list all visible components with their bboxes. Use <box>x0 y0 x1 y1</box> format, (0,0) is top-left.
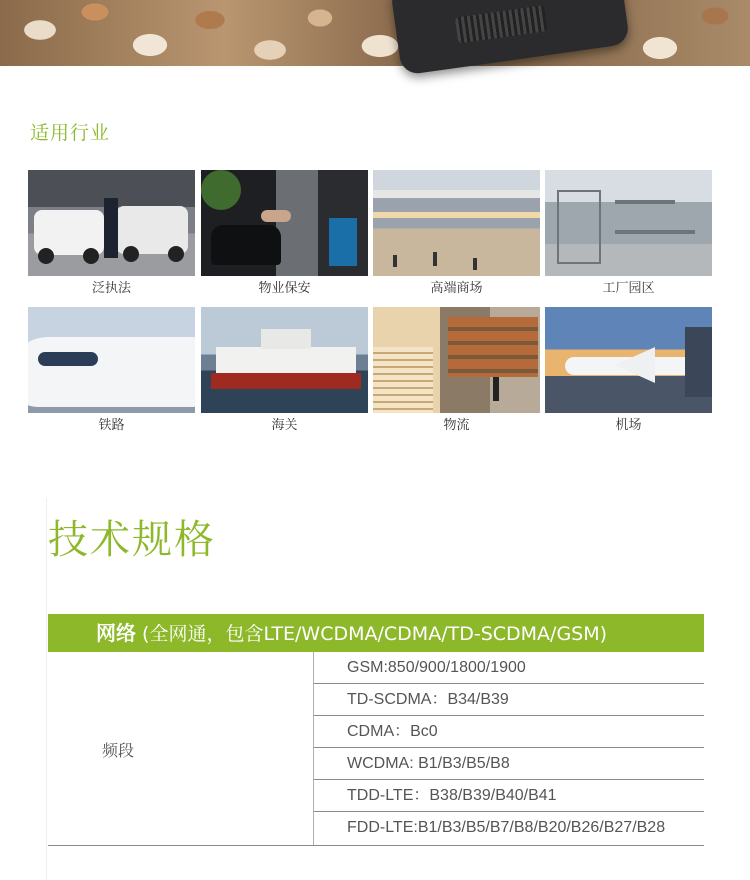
spec-row: GSM:850/900/1800/1900 <box>314 652 704 684</box>
spec-row: TD-SCDMA：B34/B39 <box>314 684 704 716</box>
industry-label: 机场 <box>615 418 642 433</box>
industry-label: 物流 <box>443 418 470 433</box>
industry-label: 海关 <box>271 418 298 433</box>
industry-tile-logistics <box>373 307 540 435</box>
spec-header-bold: 网络 <box>96 621 136 645</box>
property-security-photo <box>201 170 368 276</box>
industry-tile-property-security <box>201 170 368 298</box>
device-photo <box>390 0 630 76</box>
industry-tile-law-enforcement <box>28 170 195 298</box>
spec-row: WCDMA: B1/B3/B5/B8 <box>314 748 704 780</box>
industry-label: 铁路 <box>98 418 125 433</box>
railway-photo <box>28 307 195 413</box>
spec-row: CDMA：Bc0 <box>314 716 704 748</box>
logistics-photo <box>373 307 540 413</box>
industry-tile-railway <box>28 307 195 435</box>
customs-photo <box>201 307 368 413</box>
factory-park-photo <box>545 170 712 276</box>
frequency-band-label: 频段 <box>102 741 135 760</box>
industry-section-title: 适用行业 <box>30 122 111 144</box>
spec-table-header <box>48 614 704 652</box>
spec-label-cell <box>48 652 314 845</box>
industry-label: 物业保安 <box>258 281 311 296</box>
spec-table <box>48 652 704 845</box>
device-speaker-grill <box>455 5 548 43</box>
industry-tile-airport <box>545 307 712 435</box>
banner-photo <box>0 0 750 66</box>
industry-label: 高端商场 <box>430 281 483 296</box>
law-enforcement-photo <box>28 170 195 276</box>
spec-header-detail: (全网通，包含LTE/WCDMA/CDMA/TD-SCDMA/GSM) <box>136 623 608 645</box>
spec-table-bottom-rule <box>48 845 704 846</box>
high-end-mall-photo <box>373 170 540 276</box>
spec-section-border <box>46 498 47 880</box>
industry-label: 工厂园区 <box>602 281 655 296</box>
industry-label: 泛执法 <box>91 281 131 296</box>
industry-tile-high-end-mall <box>373 170 540 298</box>
spec-row: TDD-LTE：B38/B39/B40/B41 <box>314 780 704 812</box>
airport-photo <box>545 307 712 413</box>
industry-tile-customs <box>201 307 368 435</box>
industry-tile-factory-park <box>545 170 712 298</box>
spec-row: FDD-LTE:B1/B3/B5/B7/B8/B20/B26/B27/B28 <box>347 819 666 836</box>
spec-section-title: 技术规格 <box>48 517 216 563</box>
